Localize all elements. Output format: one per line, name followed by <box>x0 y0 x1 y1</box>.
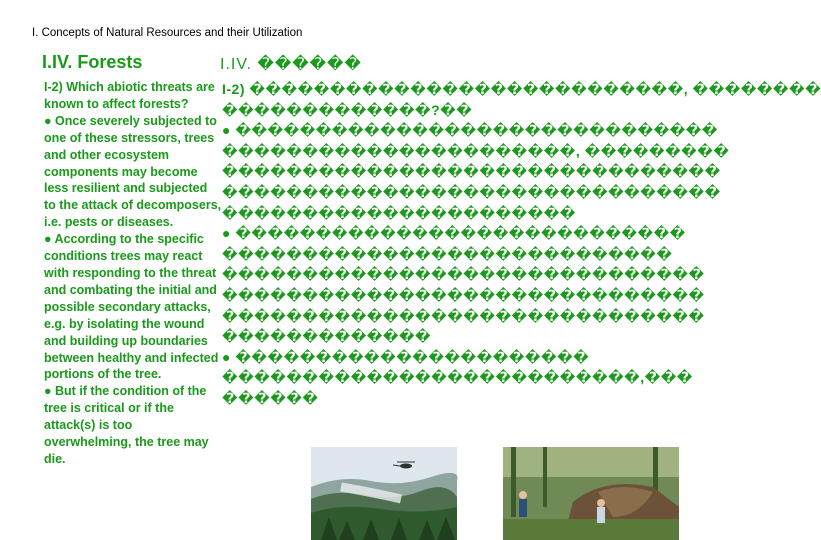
translated-line: ● ������������������������������ <box>222 122 718 139</box>
english-text-column <box>44 79 222 468</box>
translated-line: ● ���������������������� <box>222 348 590 365</box>
translated-line: �������������?�� <box>222 101 473 118</box>
forest-helicopter-photo <box>311 447 457 540</box>
fallen-tree-illustration <box>503 447 679 540</box>
translated-line: ����������������������, ��������� <box>222 142 730 159</box>
fallen-tree-photo <box>503 447 679 540</box>
translated-line: ���������������������������� <box>222 245 673 262</box>
forest-helicopter-illustration <box>311 447 457 540</box>
translated-line: I-2) ���������������������������, �������� <box>222 81 821 97</box>
translated-line: ● ���������������������������� <box>222 225 686 242</box>
bullet-paragraph: ● But if the condition of the tree is critical or if the attack(s) is too overwhelming, the tree may die. <box>44 384 209 466</box>
translated-line: ���������������������� <box>222 204 576 221</box>
bullet-paragraph: ● According to the specific conditions trees may react with responding to the threat and combating the initial and possible secondary attacks, e.g. by isolating the wound and building up boundaries between healthy and infected portions of the tree. <box>44 232 219 382</box>
slide-title: I.IV. Forests <box>42 52 143 72</box>
translated-line: ������ <box>222 389 319 406</box>
translated-line: ��������������������������,��� <box>222 369 693 386</box>
translated-line: ������������������������������ <box>222 286 705 303</box>
translated-line: ������������������������������ <box>222 307 705 324</box>
question-paragraph: I-2) Which abiotic threats are known to affect forests? <box>44 80 215 111</box>
translated-line: ������������������������������� <box>222 163 721 180</box>
section-header: I. Concepts of Natural Resources and their Utilization <box>32 27 303 39</box>
translated-line: ������������������������������� <box>222 183 721 200</box>
slide-title-translation: I.IV. ������ <box>220 56 362 73</box>
translated-line: ������������� <box>222 328 432 345</box>
translated-text-column <box>222 79 821 409</box>
translated-line: ������������������������������ <box>222 266 705 283</box>
bullet-paragraph: ● Once severely subjected to one of these stressors, trees and other ecosystem components may become less resilient and subjected to the attack of decomposers, i.e. pests or diseases. <box>44 113 222 230</box>
